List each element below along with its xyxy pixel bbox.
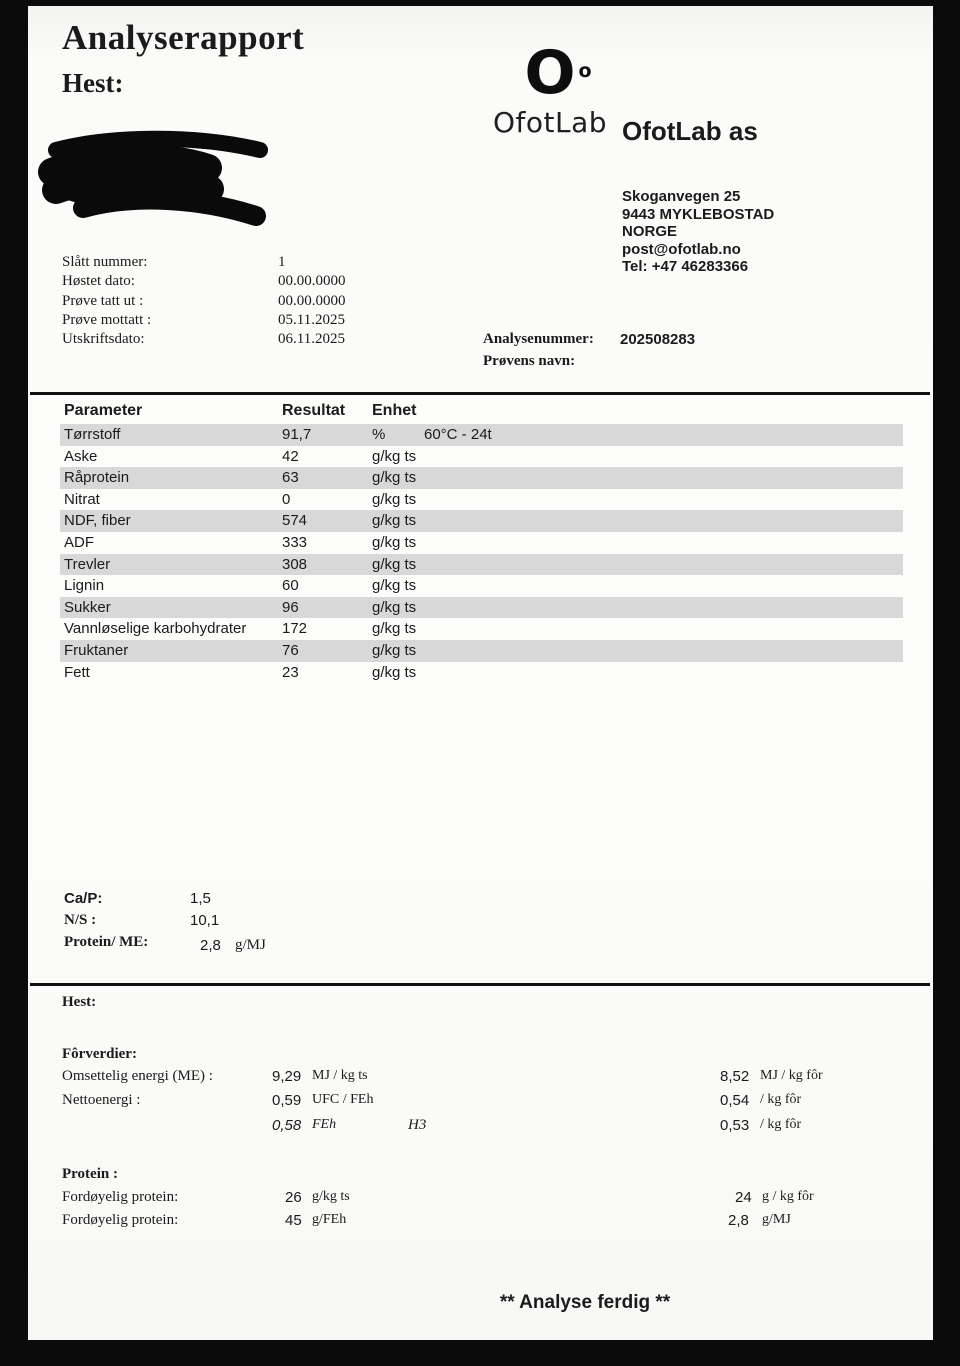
protein-label: Fordøyelig protein: bbox=[62, 1189, 179, 1205]
energy-value-for: 8,52 bbox=[720, 1068, 750, 1085]
analysis-number-row bbox=[483, 331, 903, 353]
address-line: NORGE bbox=[622, 223, 678, 240]
analysis-number-block bbox=[483, 331, 903, 375]
meta-label: Utskriftsdato: bbox=[62, 331, 145, 348]
param-cell: Vannløselige karbohydrater bbox=[64, 620, 247, 638]
note-cell bbox=[420, 597, 903, 619]
meta-label: Prøve tatt ut : bbox=[62, 292, 144, 309]
param-cell: ADF bbox=[64, 533, 94, 551]
energy-value-for: 0,54 bbox=[720, 1092, 750, 1109]
forverdier-heading: Fôrverdier: bbox=[62, 1046, 137, 1062]
protein-unit-ts: g/FEh bbox=[312, 1212, 347, 1227]
page-title: Analyserapport bbox=[62, 18, 305, 57]
unit-cell: % bbox=[372, 426, 386, 443]
address-line: 9443 MYKLEBOSTAD bbox=[622, 205, 775, 223]
param-cell: Tørrstoff bbox=[64, 426, 121, 443]
result-cell: 23 bbox=[282, 663, 299, 681]
note-cell bbox=[420, 575, 903, 597]
protein-heading: Protein : bbox=[62, 1166, 118, 1182]
energy-unit-for: MJ / kg fôr bbox=[760, 1068, 823, 1083]
unit-cell: g/kg ts bbox=[372, 577, 417, 595]
energy-label: Omsettelig energi (ME) : bbox=[62, 1068, 213, 1084]
result-cell: 76 bbox=[282, 641, 299, 659]
ratio-row bbox=[64, 912, 464, 934]
note-cell bbox=[420, 618, 903, 640]
divider-line bbox=[30, 983, 930, 986]
table-row bbox=[60, 640, 903, 662]
protein-label: Fordøyelig protein: bbox=[62, 1212, 179, 1228]
unit-cell: g/kg ts bbox=[372, 490, 417, 508]
lab-name: OfotLab as bbox=[622, 116, 758, 146]
table-row bbox=[60, 446, 903, 468]
param-cell: Lignin bbox=[64, 577, 105, 595]
result-cell: 574 bbox=[282, 512, 308, 530]
table-row bbox=[60, 489, 903, 511]
address-email: post@ofotlab.no bbox=[622, 240, 741, 258]
unit-cell: g/kg ts bbox=[372, 620, 417, 638]
lab-address bbox=[622, 188, 774, 276]
result-cell: 172 bbox=[282, 620, 308, 638]
energy-unit-for: / kg fôr bbox=[760, 1117, 802, 1132]
meta-value: 00.00.0000 bbox=[278, 273, 346, 290]
param-cell: NDF, fiber bbox=[64, 512, 131, 530]
energy-unit-ts: MJ / kg ts bbox=[312, 1068, 368, 1083]
protein-unit-ts: g/kg ts bbox=[312, 1189, 350, 1204]
section-hest-label: Hest: bbox=[62, 994, 97, 1010]
ratio-label: Protein/ ME: bbox=[64, 934, 149, 950]
redacted-name-scribble bbox=[38, 126, 273, 231]
meta-row bbox=[62, 273, 462, 292]
table-row bbox=[60, 575, 903, 597]
protein-unit-for: g/MJ bbox=[762, 1212, 791, 1227]
logo-o-icon: O o bbox=[524, 38, 592, 108]
table-row bbox=[60, 618, 903, 640]
address-line: Skoganvegen 25 bbox=[622, 188, 741, 205]
note-cell bbox=[420, 532, 903, 554]
meta-row bbox=[62, 312, 462, 331]
table-row bbox=[60, 510, 903, 532]
meta-row bbox=[62, 254, 462, 273]
energy-value-ts: 0,58 bbox=[272, 1117, 302, 1134]
sample-name-label: Prøvens navn: bbox=[483, 353, 576, 369]
result-cell: 63 bbox=[282, 469, 299, 487]
header-unit: Enhet bbox=[372, 402, 417, 419]
note-cell bbox=[420, 554, 903, 576]
report-page bbox=[28, 6, 933, 1340]
note-cell bbox=[420, 510, 903, 532]
energy-row bbox=[62, 1068, 907, 1091]
table-row bbox=[60, 597, 903, 619]
protein-unit-for: g / kg fôr bbox=[762, 1189, 814, 1204]
protein-value-for: 2,8 bbox=[728, 1212, 749, 1229]
ratio-row bbox=[64, 890, 464, 912]
meta-label: Prøve mottatt : bbox=[62, 311, 152, 328]
unit-cell: g/kg ts bbox=[372, 447, 417, 465]
energy-unit-ts: UFC / FEh bbox=[312, 1092, 374, 1107]
ofotlab-logo bbox=[480, 38, 620, 139]
ratio-label: N/S : bbox=[64, 912, 97, 928]
results-table-header bbox=[60, 402, 903, 420]
meta-value: 05.11.2025 bbox=[278, 311, 345, 328]
result-cell: 42 bbox=[282, 447, 299, 465]
param-cell: Trevler bbox=[64, 555, 111, 573]
ratio-value: 10,1 bbox=[190, 912, 220, 929]
energy-label: Nettoenergi : bbox=[62, 1092, 141, 1108]
header-parameter: Parameter bbox=[64, 402, 143, 419]
table-row bbox=[60, 662, 903, 684]
result-cell: 0 bbox=[282, 490, 291, 508]
page-subtitle: Hest: bbox=[62, 68, 124, 98]
results-table-body bbox=[60, 424, 903, 683]
param-cell: Nitrat bbox=[64, 490, 100, 508]
divider-line bbox=[30, 392, 930, 395]
ratio-block bbox=[64, 890, 464, 956]
protein-value-for: 24 bbox=[735, 1189, 752, 1206]
result-cell: 333 bbox=[282, 533, 308, 551]
protein-value-ts: 26 bbox=[285, 1189, 302, 1206]
energy-value-for: 0,53 bbox=[720, 1117, 750, 1134]
note-cell: 60°C - 24t bbox=[424, 426, 492, 443]
energy-value-ts: 9,29 bbox=[272, 1068, 302, 1085]
energy-row bbox=[62, 1117, 907, 1140]
unit-cell: g/kg ts bbox=[372, 641, 417, 659]
result-cell: 91,7 bbox=[282, 426, 312, 443]
energy-row bbox=[62, 1092, 907, 1115]
note-cell bbox=[420, 489, 903, 511]
logo-wordmark: OfotLab bbox=[492, 106, 608, 139]
unit-cell: g/kg ts bbox=[372, 533, 417, 551]
meta-row bbox=[62, 293, 462, 312]
meta-label: Slått nummer: bbox=[62, 254, 148, 270]
param-cell: Aske bbox=[64, 447, 98, 465]
logo-small-o-icon: o bbox=[578, 60, 592, 82]
note-cell bbox=[420, 467, 903, 489]
meta-value: 06.11.2025 bbox=[278, 331, 345, 348]
param-cell: Sukker bbox=[64, 598, 111, 616]
table-row bbox=[60, 532, 903, 554]
energy-unit-for: / kg fôr bbox=[760, 1092, 802, 1107]
unit-cell: g/kg ts bbox=[372, 469, 417, 487]
energy-note: H3 bbox=[408, 1117, 427, 1133]
unit-cell: g/kg ts bbox=[372, 512, 417, 530]
note-cell bbox=[420, 446, 903, 468]
energy-value-ts: 0,59 bbox=[272, 1092, 302, 1109]
note-cell bbox=[420, 640, 903, 662]
meta-value: 00.00.0000 bbox=[278, 292, 346, 309]
meta-label: Høstet dato: bbox=[62, 273, 135, 290]
result-cell: 60 bbox=[282, 577, 299, 595]
param-cell: Fruktaner bbox=[64, 641, 129, 659]
analysis-number-value: 202508283 bbox=[620, 331, 696, 348]
result-cell: 96 bbox=[282, 598, 299, 616]
note-cell bbox=[420, 662, 903, 684]
table-row bbox=[60, 467, 903, 489]
unit-cell: g/kg ts bbox=[372, 663, 417, 681]
ratio-unit: g/MJ bbox=[235, 937, 266, 953]
energy-unit-ts: FEh bbox=[312, 1117, 337, 1132]
ratio-row bbox=[64, 934, 464, 956]
meta-row bbox=[62, 331, 462, 350]
unit-cell: g/kg ts bbox=[372, 598, 417, 616]
analysis-complete-text: ** Analyse ferdig ** bbox=[499, 1292, 671, 1313]
analysis-number-label: Analysenummer: bbox=[483, 331, 594, 347]
address-phone: Tel: +47 46283366 bbox=[622, 258, 749, 275]
param-cell: Fett bbox=[64, 663, 90, 681]
meta-value: 1 bbox=[278, 254, 286, 270]
param-cell: Råprotein bbox=[64, 469, 130, 487]
table-row bbox=[60, 424, 903, 446]
header-result: Resultat bbox=[282, 402, 346, 419]
sample-meta bbox=[62, 254, 462, 350]
protein-row bbox=[62, 1212, 907, 1235]
table-row bbox=[60, 554, 903, 576]
protein-row bbox=[62, 1189, 907, 1212]
protein-value-ts: 45 bbox=[285, 1212, 302, 1229]
ratio-label: Ca/P: bbox=[64, 890, 103, 907]
result-cell: 308 bbox=[282, 555, 308, 573]
unit-cell: g/kg ts bbox=[372, 555, 417, 573]
ratio-value: 2,8 bbox=[200, 937, 221, 954]
sample-name-row bbox=[483, 353, 903, 375]
ratio-value: 1,5 bbox=[190, 890, 211, 907]
